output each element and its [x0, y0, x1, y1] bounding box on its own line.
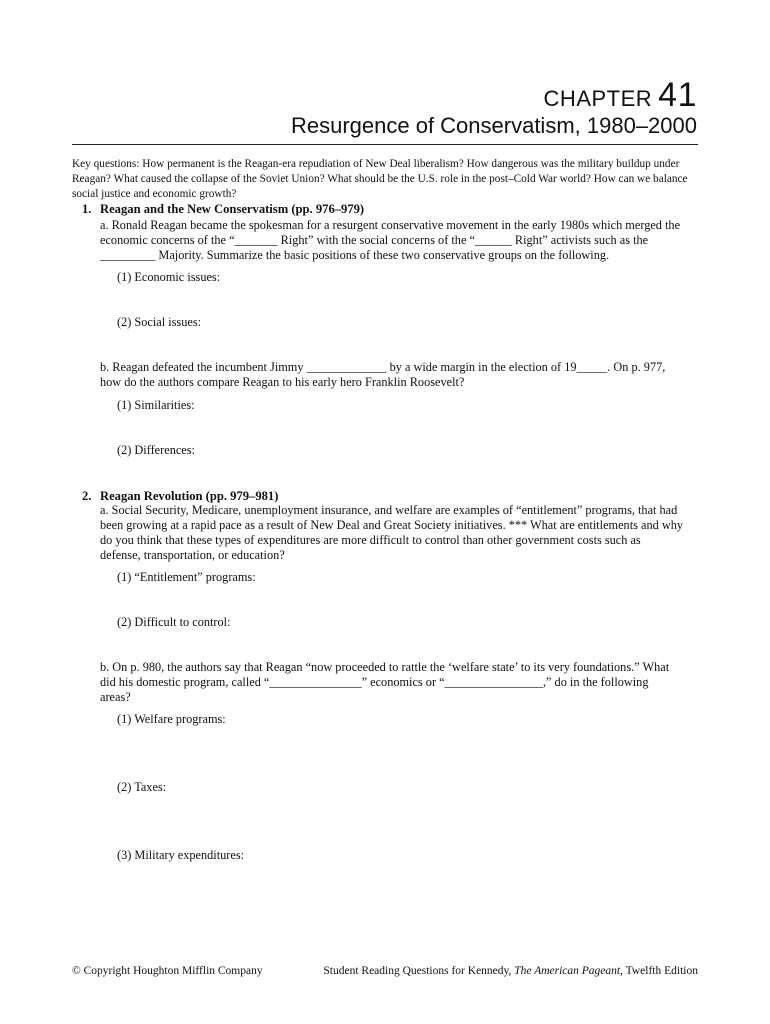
key-questions-line: Key questions: How permanent is the Reagan-era repudiation of New Deal liberalism? How dangerous was the military buildup under: [72, 158, 680, 170]
prompt-economic-issues: (1) Economic issues:: [117, 270, 221, 284]
section-1a-line: economic concerns of the “_______ Right” with the social concerns of the “______ Right” activists such as the: [100, 233, 649, 247]
footer-source-prefix: Student Reading Questions for Kennedy,: [323, 965, 515, 977]
chapter-label: [544, 76, 697, 115]
footer-source: [323, 965, 698, 977]
chapter-title: Resurgence of Conservatism, 1980–2000: [290, 113, 697, 138]
section-2b-line: areas?: [100, 690, 131, 704]
footer-copyright: © Copyright Houghton Mifflin Company: [72, 965, 263, 977]
section-1-number: 1.: [82, 202, 92, 216]
section-2-heading: Reagan Revolution (pp. 979–981): [100, 489, 279, 503]
footer-source-suffix: , Twelfth Edition: [620, 965, 698, 977]
prompt-taxes: (2) Taxes:: [117, 780, 167, 794]
section-1-heading: Reagan and the New Conservatism (pp. 976–979): [100, 202, 365, 216]
section-2b-line: did his domestic program, called “_______________” economics or “________________,” do in the following: [100, 675, 649, 689]
prompt-differences: (2) Differences:: [117, 443, 195, 457]
section-1a-line: _________ Majority. Summarize the basic positions of these two conservative groups on the following.: [100, 248, 610, 262]
prompt-social-issues: (2) Social issues:: [117, 315, 202, 329]
prompt-entitlement-programs: (1) “Entitlement” programs:: [117, 570, 256, 584]
footer-source-title: The American Pageant: [514, 965, 621, 977]
section-2-number: 2.: [82, 489, 92, 503]
chapter-number: 41: [658, 76, 697, 114]
section-2a-line: been growing at a rapid pace as a result of New Deal and Great Society initiatives. *** What are entitlements and why: [100, 518, 683, 532]
section-2b-line: b. On p. 980, the authors say that Reagan “now proceeded to rattle the ‘welfare state’ to its very foundations.” What: [100, 660, 670, 674]
section-1a-line: a. Ronald Reagan became the spokesman for a resurgent conservative movement in the early 1980s which merged the: [100, 218, 681, 232]
prompt-difficult-to-control: (2) Difficult to control:: [117, 615, 231, 629]
section-2a-line: defense, transportation, or education?: [100, 548, 285, 562]
prompt-military-expenditures: (3) Military expenditures:: [117, 848, 245, 862]
prompt-similarities: (1) Similarities:: [117, 398, 195, 412]
section-2a-line: a. Social Security, Medicare, unemployment insurance, and welfare are examples of “entitlement” programs, that had: [100, 503, 678, 517]
section-2a-line: do you think that these types of expenditures are more difficult to control than other government costs such as: [100, 533, 641, 547]
chapter-word: CHAPTER: [543, 86, 653, 111]
header-rule: [72, 144, 698, 145]
section-1b-line: b. Reagan defeated the incumbent Jimmy _____________ by a wide margin in the election of 19_____. On p. 977,: [100, 360, 666, 374]
key-questions-line: social justice and economic growth?: [72, 188, 237, 200]
key-questions-line: Reagan? What caused the collapse of the Soviet Union? What should be the U.S. role in the post–Cold War world? How can we balance: [72, 173, 688, 185]
prompt-welfare-programs: (1) Welfare programs:: [117, 712, 226, 726]
section-1b-line: how do the authors compare Reagan to his early hero Franklin Roosevelt?: [100, 375, 465, 389]
